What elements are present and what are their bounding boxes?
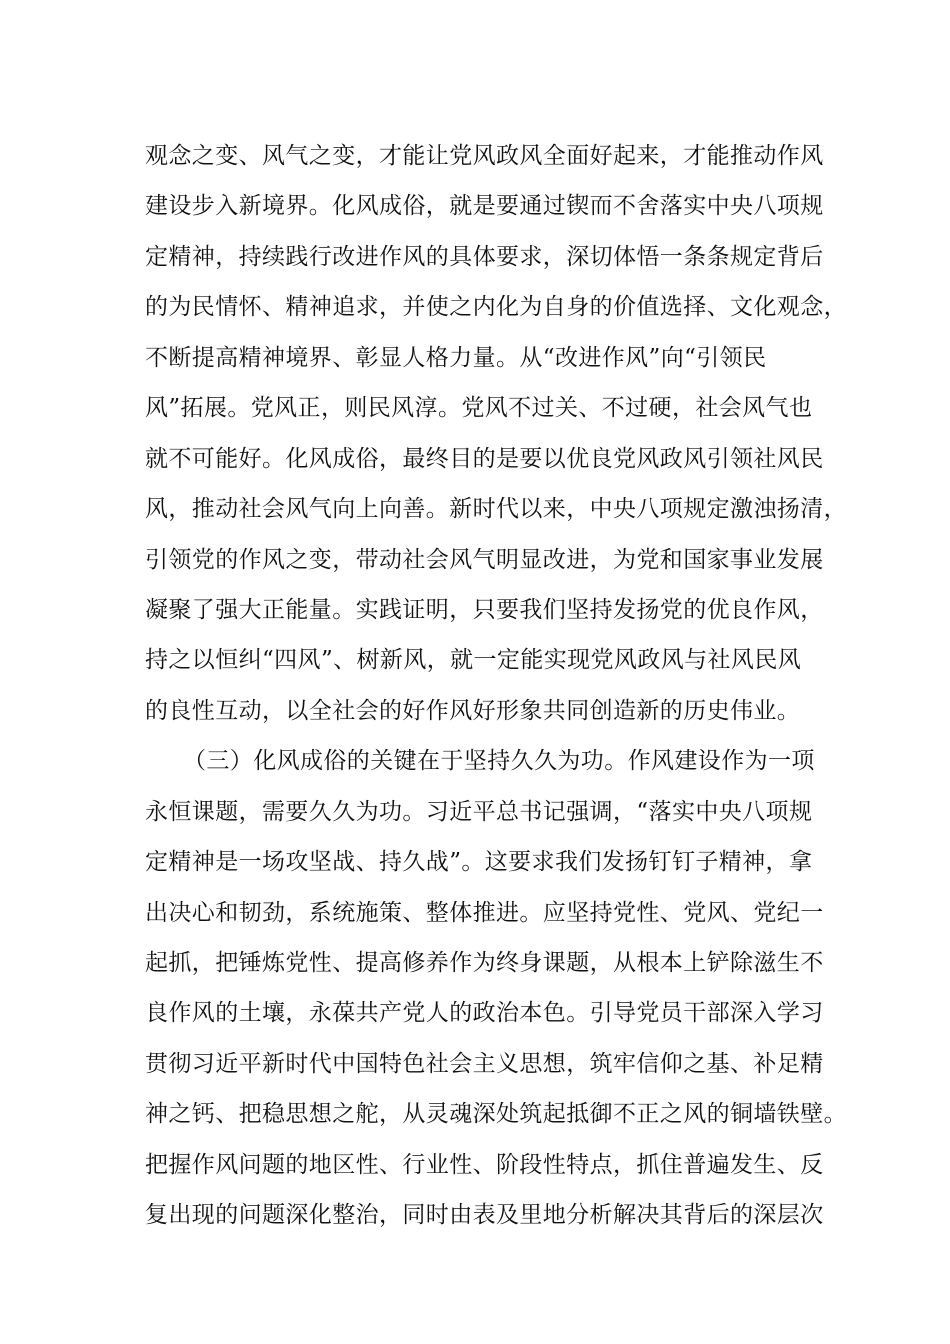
text-line-16: 出决心和韧劲，系统施策、整体推进。应坚持党性、党风、党纪一 xyxy=(145,899,824,926)
text-line-7: 就不可能好。化风成俗，最终目的是要以优良党风政风引领社风民 xyxy=(145,445,824,472)
text-line-15: 定精神是一场攻坚战、持久战”。这要求我们发扬钉钉子精神，拿 xyxy=(145,849,813,876)
text-line-10: 凝聚了强大正能量。实践证明，只要我们坚持发扬党的优良作风， xyxy=(145,596,824,623)
text-line-17: 起抓，把锤炼党性、提高修养作为终身课题，从根本上铲除滋生不 xyxy=(145,950,824,976)
section-heading-line: （三）化风成俗的关键在于坚持久久为功。作风建设作为一项 xyxy=(183,748,815,775)
text-line-4: 的为民情怀、精神追求，并使之内化为自身的价值选择、文化观念， xyxy=(145,294,847,321)
text-line-12: 的良性互动，以全社会的好作风好形象共同创造新的历史伟业。 xyxy=(145,697,801,724)
text-line-3: 定精神，持续践行改进作风的具体要求，深切体悟一条条规定背后 xyxy=(145,243,824,270)
text-line-18: 良作风的土壤，永葆共产党人的政治本色。引导党员干部深入学习 xyxy=(145,1000,824,1027)
text-line-2: 建设步入新境界。化风成俗，就是要通过锲而不舍落实中央八项规 xyxy=(145,193,824,220)
text-line-19: 贯彻习近平新时代中国特色社会主义思想，筑牢信仰之基、补足精 xyxy=(145,1050,824,1077)
document-body xyxy=(145,131,845,1241)
text-line-22: 复出现的问题深化整治，同时由表及里地分析解决其背后的深层次 xyxy=(145,1202,824,1229)
text-line-21: 把握作风问题的地区性、行业性、阶段性特点，抓住普遍发生、反 xyxy=(145,1151,824,1178)
text-line-6: 风”拓展。党风正，则民风淳。党风不过关、不过硬，社会风气也 xyxy=(145,395,813,422)
text-line-5: 不断提高精神境界、彰显人格力量。从“改进作风”向“引领民 xyxy=(145,344,767,371)
text-line-11: 持之以恒纠“四风”、树新风，就一定能实现党风政风与社风民风 xyxy=(145,647,802,674)
text-line-1: 观念之变、风气之变，才能让党风政风全面好起来，才能推动作风 xyxy=(145,143,824,169)
text-line-9: 引领党的作风之变，带动社会风气明显改进，为党和国家事业发展 xyxy=(145,546,824,573)
text-line-8: 风，推动社会风气向上向善。新时代以来，中央八项规定激浊扬清， xyxy=(145,496,847,523)
text-line-20: 神之钙、把稳思想之舵，从灵魂深处筑起抵御不正之风的铜墙铁壁。 xyxy=(145,1101,847,1128)
text-line-14: 永恒课题，需要久久为功。习近平总书记强调，“落实中央八项规 xyxy=(145,798,813,825)
